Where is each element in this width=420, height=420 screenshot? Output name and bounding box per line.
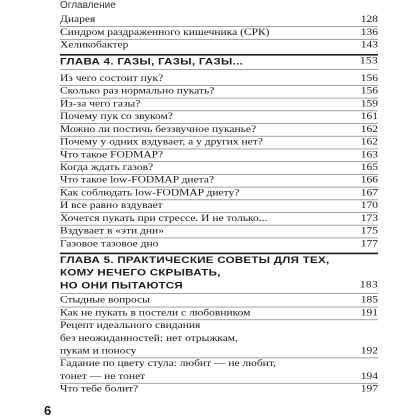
chapter-title: ГЛАВА 4. ГАЗЫ, ГАЗЫ, ГАЗЫ... [60, 57, 244, 67]
toc-entry[interactable] [60, 27, 378, 40]
toc-entry[interactable] [60, 99, 378, 112]
toc-entry-title: Диарея [60, 15, 96, 25]
toc-entry-title: Почему пук со звуком? [60, 112, 173, 122]
toc-entry-page: 166 [360, 175, 378, 186]
toc-entry[interactable] [60, 295, 378, 308]
toc-entry[interactable] [60, 162, 378, 175]
toc-entry-title: пукам и поносу [60, 346, 137, 356]
chapter-heading-line[interactable]: ГЛАВА 5. ПРАКТИЧЕСКИЕ СОВЕТЫ ДЛЯ ТЕХ, [60, 255, 330, 266]
toc-entry-title: Хеликобактер [60, 40, 129, 51]
toc-entry-page: 177 [360, 239, 378, 249]
toc-entry-page: 167 [360, 188, 378, 198]
chapter-title: НО ОНИ ПЫТАЮТСЯ [60, 281, 183, 291]
toc-entry-title: Как соблюдать low-FODMAP диету? [60, 188, 240, 198]
toc-entry[interactable] [60, 124, 378, 137]
chapter-heading[interactable] [60, 56, 378, 70]
toc-entry-title: тонет — не тонет [60, 371, 146, 382]
chapter-page: 183 [359, 280, 378, 290]
toc-entry[interactable] [60, 226, 378, 239]
toc-entry[interactable] [60, 111, 378, 124]
toc-entry-title: Как не пукать в постели с любовником [60, 308, 251, 318]
toc-entry[interactable] [60, 137, 378, 150]
toc-entry-page: 170 [360, 200, 378, 211]
toc-entry-title: Из чего состоит пук? [60, 73, 164, 84]
toc-entry-page: 143 [360, 40, 378, 51]
toc-entry-page: 162 [360, 137, 378, 147]
chapter-page: 153 [359, 56, 378, 66]
chapter-heading-line[interactable]: КОМУ НЕЧЕГО СКРЫВАТЬ, [60, 268, 221, 279]
toc-entry-title: Хочется пукать при стрессе. И не только... [60, 213, 268, 224]
toc-entry-page: 194 [360, 371, 378, 382]
toc-entry-title: Гадание по цвету стула: любит — не любит, [60, 359, 276, 369]
toc-entry[interactable] [60, 14, 378, 27]
toc-entry-page: 163 [360, 150, 378, 160]
toc-entry[interactable] [60, 187, 378, 200]
table-of-contents [60, 0, 378, 398]
toc-entry-page: 162 [360, 124, 378, 135]
toc-entry[interactable] [60, 86, 378, 99]
toc-entry[interactable] [60, 320, 378, 332]
page-number: 6 [44, 403, 52, 418]
toc-entry-title: Что такое FODMAP? [60, 150, 164, 160]
toc-entry-title: Газовое тазовое дно [60, 239, 159, 249]
toc-entry-page: 175 [360, 226, 378, 236]
toc-entry-title: Что такое low-FODMAP диета? [60, 175, 215, 186]
toc-entry[interactable] [60, 358, 378, 370]
toc-entry-title: Что тебе болит? [60, 384, 139, 395]
toc-entry-page: 197 [360, 384, 378, 395]
toc-entry[interactable] [60, 175, 378, 188]
toc-entry-title: Вздувает в «эти дни» [60, 226, 164, 236]
toc-entry-title: Можно ли постичь беззвучное пуканье? [60, 124, 257, 135]
toc-entry[interactable] [60, 149, 378, 162]
toc-entry-title: Когда ждать газов? [60, 162, 154, 173]
toc-entry-page: 161 [360, 112, 378, 122]
toc-entry[interactable] [60, 346, 378, 359]
toc-entry[interactable] [60, 238, 378, 250]
toc-entry-title: Из-за чего газы? [60, 99, 141, 109]
toc-entry-title: И все равно вздувает [60, 200, 163, 211]
chapter-heading[interactable] [60, 280, 378, 294]
toc-entry-page: 159 [360, 99, 378, 109]
toc-entry[interactable] [60, 307, 378, 320]
toc-entry[interactable] [60, 73, 378, 86]
toc-entry-title: Почему у одних вздувает, а у других нет? [60, 137, 263, 147]
toc-entry-page: 136 [360, 27, 378, 38]
toc-entry-page: 128 [360, 15, 378, 25]
running-header: Оглавление [60, 0, 116, 11]
toc-entry[interactable] [60, 40, 378, 52]
toc-entry-page: 185 [360, 295, 378, 306]
toc-entry-title: Стыдные вопросы [60, 295, 150, 306]
toc-entry[interactable] [60, 213, 378, 226]
toc-entry-page: 173 [360, 213, 378, 224]
toc-entry-title: без неожиданностей: нет отрыжкам, [60, 333, 238, 344]
toc-entry-title: Синдром раздраженного кишечника (СРК) [60, 27, 270, 38]
toc-entry[interactable] [60, 200, 378, 213]
toc-entry-title: Рецепт идеального свидания [60, 320, 201, 331]
toc-entry-page: 191 [360, 308, 378, 318]
toc-entry-page: 156 [360, 73, 378, 84]
toc-entry-page: 156 [360, 86, 378, 97]
toc-entry[interactable] [60, 333, 378, 345]
toc-entry-page: 165 [360, 162, 378, 173]
toc-entry[interactable] [60, 384, 378, 396]
toc-entry-title: Сколько раз нормально пукать? [60, 86, 215, 97]
toc-entry[interactable] [60, 371, 378, 384]
toc-entry-page: 192 [360, 346, 378, 356]
